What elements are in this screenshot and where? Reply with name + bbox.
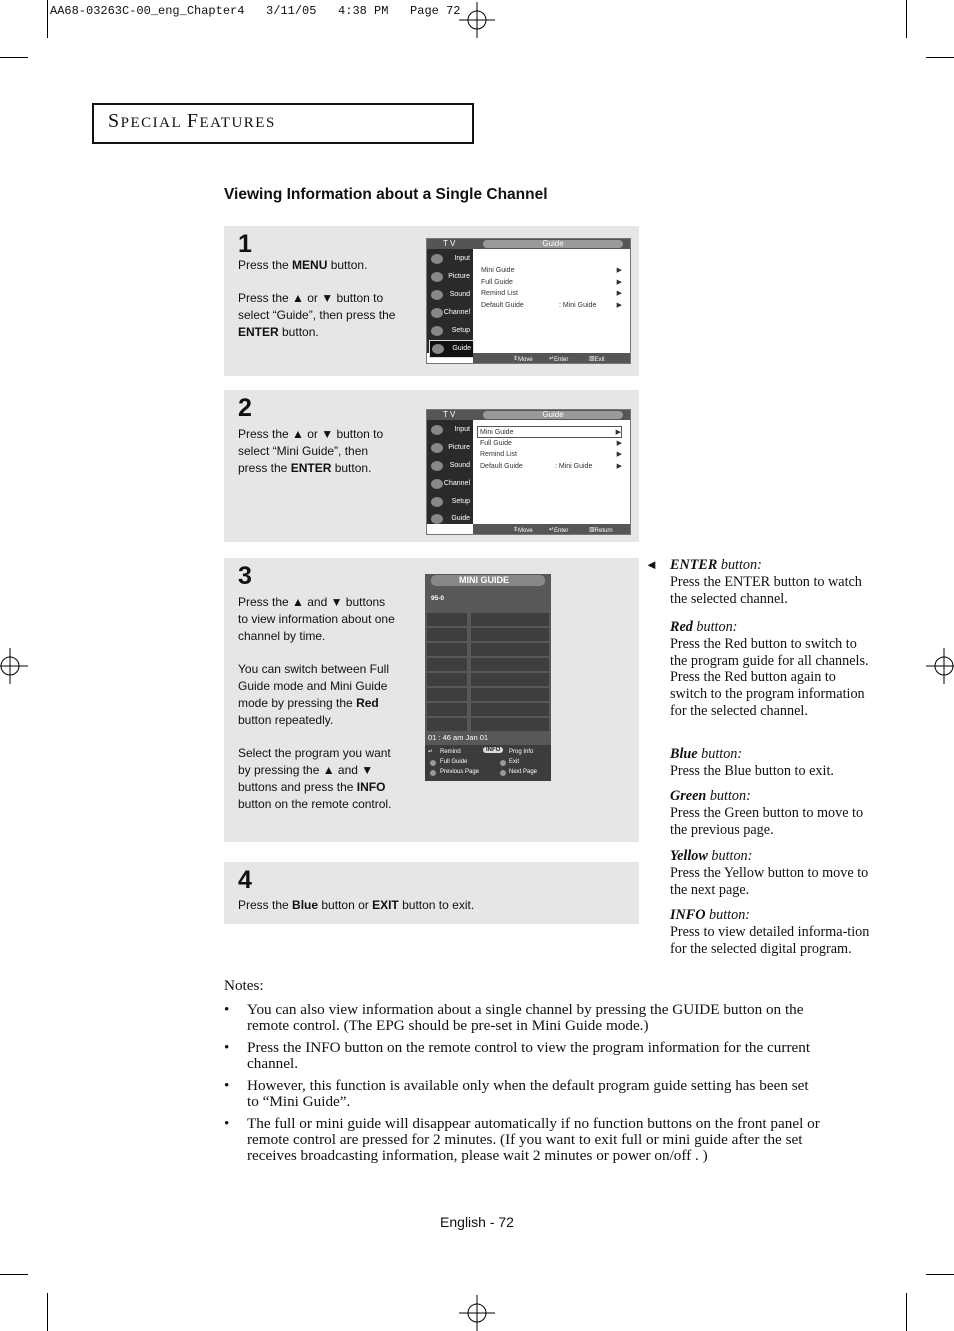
blue-button-icon xyxy=(500,760,506,766)
sound-icon xyxy=(431,461,443,471)
osd-row: Full Guide ▶ xyxy=(481,278,622,286)
step-number: 4 xyxy=(238,866,252,894)
osd-side-setup: Setup xyxy=(429,323,472,339)
osd-row: Default Guide : Mini Guide ▶ xyxy=(480,463,622,471)
step-text: Press the ▲ and ▼ buttons to view information about one channel by time. You can switch between Full Guide mode and Mini Guide mode by pressing the Red button repeatedly. Select the program you want by pressing the ▲ and ▼ buttons and press the INFO button on the remote control. xyxy=(238,595,395,811)
list-item: • However, this function is available only when the default program guide setting has been set to “Mini Guide”. xyxy=(224,1077,809,1110)
osd-row: Default Guide : Mini Guide ▶ xyxy=(481,302,622,310)
osd-side-sound: Sound xyxy=(429,287,472,303)
crop-mark xyxy=(906,1293,907,1331)
red-button-icon xyxy=(430,760,436,766)
green-button-icon xyxy=(430,770,436,776)
crop-mark xyxy=(47,0,48,38)
osd-bottom-bar: ⇕ Move ↵ Enter ▥ Exit xyxy=(473,353,630,363)
osd-menu-list xyxy=(481,265,622,312)
channel-icon xyxy=(431,308,443,318)
osd-side-channel: Channel xyxy=(429,476,472,492)
mini-guide-bottom-bar: ↵ Remind INFO Prog Info Full Guide Exit Previous Page Next Page xyxy=(425,745,551,781)
osd-sidebar xyxy=(427,249,473,353)
picture-icon xyxy=(431,272,443,282)
mini-guide-screen xyxy=(425,574,551,781)
page-title: SPECIAL FEATURES xyxy=(108,110,276,132)
step-number: 1 xyxy=(238,230,252,258)
notes-title: Notes: xyxy=(224,977,264,994)
guide-icon xyxy=(431,514,443,524)
list-item: • The full or mini guide will disappear automatically if no function buttons on the front panel or remote control are pressed for 2 minutes. (If you want to exit full or mini guide after the set receives broadcasting information, please wait 2 minutes or power on/off . ) xyxy=(224,1115,820,1164)
step-text: Press the Blue button or EXIT button to exit. xyxy=(238,898,475,912)
osd-side-input: Input xyxy=(429,251,472,267)
side-note-yellow: Yellow button: Press the Yellow button to move to the next page. xyxy=(670,848,869,898)
guide-icon xyxy=(432,344,444,354)
registration-mark-icon xyxy=(0,648,28,684)
osd-side-channel: Channel xyxy=(429,305,472,321)
osd-tab: Guide xyxy=(483,411,623,419)
osd-tab: Guide xyxy=(483,240,623,248)
step-text: Press the ▲ or ▼ button to select “Mini Guide”, then press the ENTER button. xyxy=(238,427,384,475)
print-header: AA68-03263C-00_eng_Chapter4 3/11/05 4:38 PM Page 72 xyxy=(50,4,461,18)
osd-guide-menu: T V Guide Input Picture Sound Channel Setup Guide Mini Guide ▶ Full Guide ▶ Remind List ▶ Default Guide : Mini Guide ▶ ⇕ Move ↵ Enter ▥ Exit xyxy=(426,238,631,364)
osd-bottom-bar: ⇕ Move ↵ Enter ▥ Return xyxy=(473,524,630,534)
osd-row: Remind List ▶ xyxy=(480,451,622,459)
osd-side-sound: Sound xyxy=(429,458,472,474)
side-note-red: Red button: Press the Red button to switch to the program guide for all channels. Press the Red button again to switch to the program information for the selected channel. xyxy=(670,619,869,719)
crop-mark xyxy=(926,1274,954,1275)
mini-guide-time: 01 : 46 am Jan 01 xyxy=(428,733,489,742)
crop-mark xyxy=(47,1293,48,1331)
step-4-panel xyxy=(224,862,639,924)
mini-guide-grid xyxy=(427,613,549,730)
sound-icon xyxy=(431,290,443,300)
osd-menu-list xyxy=(477,426,622,473)
osd-side-guide: Guide xyxy=(429,511,472,527)
side-note-arrow-icon: ◄ xyxy=(645,557,658,572)
side-note-blue: Blue button: Press the Blue button to exit. xyxy=(670,746,834,779)
step-number: 2 xyxy=(238,394,252,422)
side-note-green: Green button: Press the Green button to move to the previous page. xyxy=(670,788,864,838)
step-number: 3 xyxy=(238,562,252,590)
crop-mark xyxy=(926,57,954,58)
osd-side-input: Input xyxy=(429,422,472,438)
osd-row: Full Guide ▶ xyxy=(480,439,622,447)
osd-sidebar xyxy=(427,420,473,524)
registration-mark-icon xyxy=(459,1295,495,1331)
page-footer: English - 72 xyxy=(440,1214,514,1230)
osd-side-setup: Setup xyxy=(429,494,472,510)
step-text: Press the MENU button. Press the ▲ or ▼ button to select “Guide”, then press the ENTER button. xyxy=(238,258,396,339)
osd-row: Remind List ▶ xyxy=(481,290,622,298)
crop-mark xyxy=(0,1274,28,1275)
input-icon xyxy=(431,425,443,435)
mini-guide-channel: 95-0 xyxy=(431,595,445,602)
mini-guide-title: MINI GUIDE xyxy=(431,575,545,586)
crop-mark xyxy=(0,57,28,58)
registration-mark-icon xyxy=(926,648,954,684)
info-badge: INFO xyxy=(483,747,503,753)
setup-icon xyxy=(431,326,443,336)
osd-side-picture: Picture xyxy=(429,440,472,456)
list-item: • Press the INFO button on the remote control to view the program information for the current channel. xyxy=(224,1039,811,1072)
section-title: Viewing Information about a Single Channel xyxy=(224,186,548,203)
picture-icon xyxy=(431,443,443,453)
setup-icon xyxy=(431,497,443,507)
osd-side-picture: Picture xyxy=(429,269,472,285)
crop-mark xyxy=(906,0,907,38)
osd-side-guide: Guide xyxy=(429,340,474,358)
registration-mark-icon xyxy=(459,2,495,38)
notes-list xyxy=(224,1002,824,1164)
input-icon xyxy=(431,254,443,264)
side-note-enter: ENTER button: Press the ENTER button to watch the selected channel. xyxy=(670,557,862,607)
channel-icon xyxy=(431,479,443,489)
notes-section xyxy=(224,978,824,1170)
yellow-button-icon xyxy=(500,770,506,776)
osd-guide-menu-mini-selected: T V Guide Input Picture Sound Channel Setup Guide Mini Guide ▶ Full Guide ▶ Remind List ▶ Default Guide : Mini Guide ▶ ⇕ Move ↵ Enter ▥ Return xyxy=(426,409,631,535)
osd-row: Mini Guide ▶ xyxy=(481,267,622,274)
osd-row-selected: Mini Guide ▶ xyxy=(477,426,622,438)
side-note-info: INFO button: Press to view detailed informa-tion for the selected digital program. xyxy=(670,907,870,957)
list-item: • You can also view information about a single channel by pressing the GUIDE button on the remote control. (The EPG should be pre-set in Mini Guide mode.) xyxy=(224,1001,804,1034)
